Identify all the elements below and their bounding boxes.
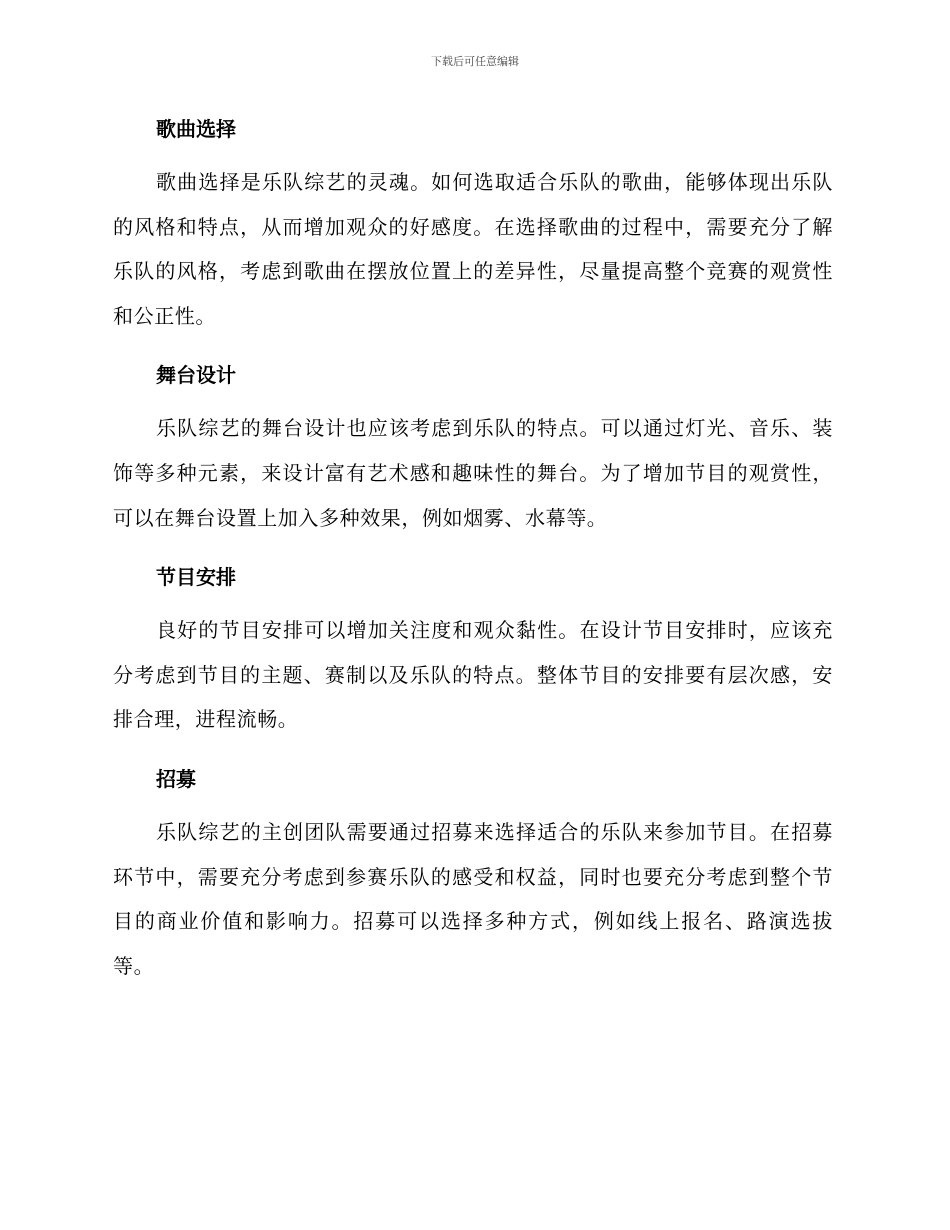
section-paragraph: 良好的节目安排可以增加关注度和观众黏性。在设计节目安排时，应该充分考虑到节目的主题、赛制以及乐队的特点。整体节目的安排要有层次感，安排合理，进程流畅。 [113,618,833,732]
section-song-selection [113,112,833,338]
section-heading: 舞台设计 [156,363,236,388]
section-paragraph: 乐队综艺的舞台设计也应该考虑到乐队的特点。可以通过灯光、音乐、装饰等多种元素，来设计富有艺术感和趣味性的舞台。为了增加节目的观赏性，可以在舞台设置上加入多种效果，例如烟雾、水幕等。 [113,416,833,530]
section-paragraph: 歌曲选择是乐队综艺的灵魂。如何选取适合乐队的歌曲，能够体现出乐队的风格和特点，从而增加观众的好感度。在选择歌曲的过程中，需要充分了解乐队的风格，考虑到歌曲在摆放位置上的差异性，尽量提高整个竞赛的观赏性和公正性。 [113,170,833,328]
section-heading: 节目安排 [156,565,236,590]
section-heading: 歌曲选择 [156,117,236,141]
section-program-arrangement [113,560,833,742]
section-paragraph: 乐队综艺的主创团队需要通过招募来选择适合的乐队来参加节目。在招募环节中，需要充分考虑到参赛乐队的感受和权益，同时也要充分考虑到整个节目的商业价值和影响力。招募可以选择多种方式，例如线上报名、路演选拔等。 [113,819,833,978]
page-header: 下载后可任意编辑 [431,55,519,68]
section-stage-design [113,358,833,540]
document-body [113,112,833,1008]
section-heading: 招募 [156,766,196,791]
section-recruitment [113,762,833,988]
